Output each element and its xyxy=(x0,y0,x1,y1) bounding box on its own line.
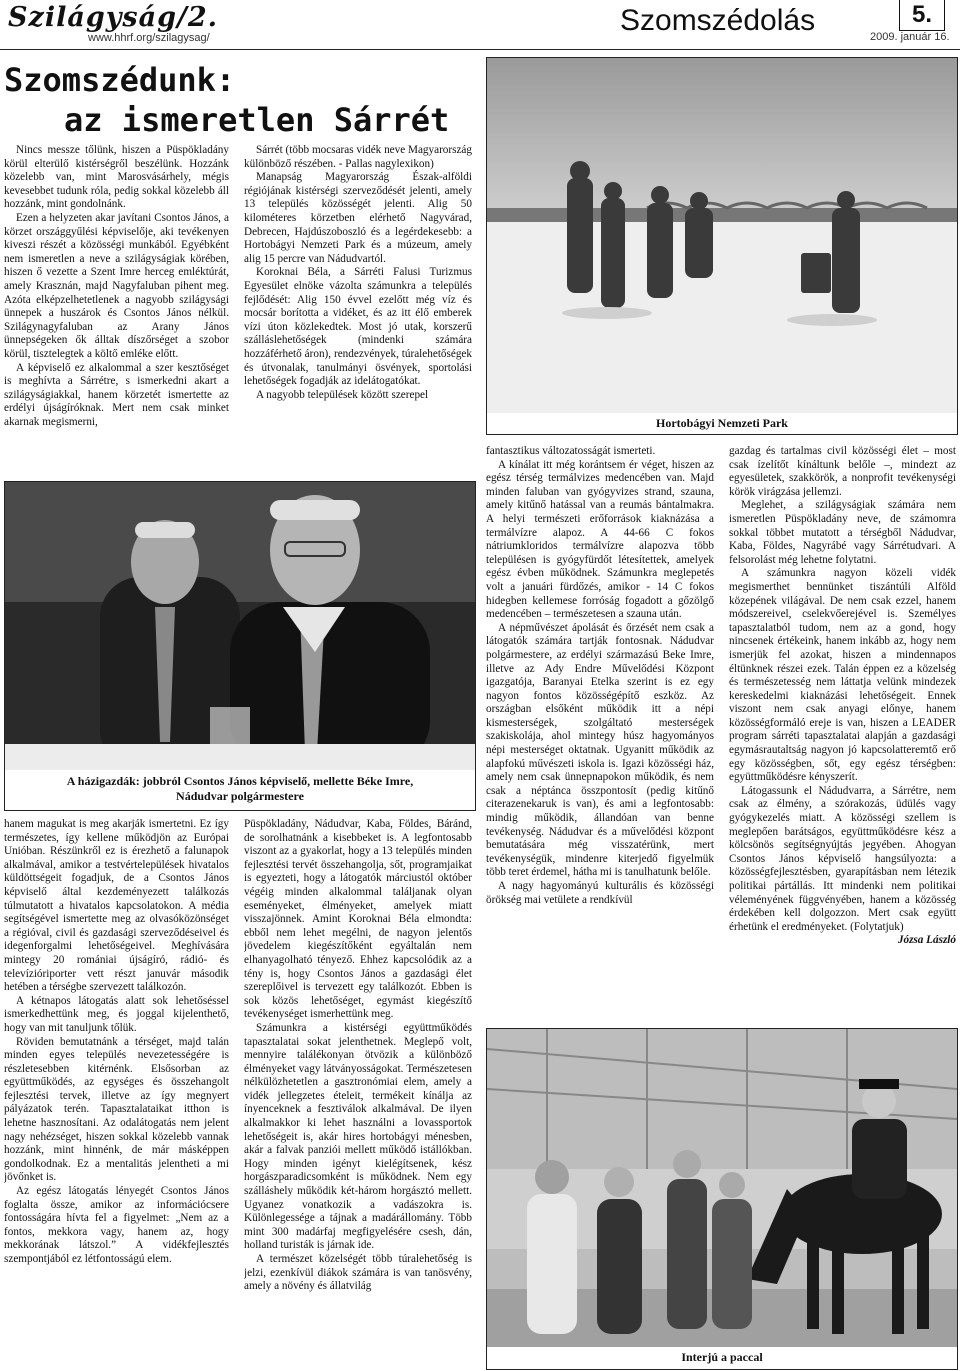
paragraph: Látogassunk el Nádudvarra, a Sárrétre, nem csak az élmény, a szórakozás, üdülés vagy gyógykezelés miatt. A közösségi szellem is meglepően barátságos, együttműködésre kész a kölcsönös segítségnyújtás jegyében. Ahogyan Csontos János képviselő hangsúlyozta: a közösségfejlesztésben, gyarapításban nem létezik politikai pártállás. Itt mindenki nem politikai véleményének függvényében, hanem a közösség érdekében kell dolgozzon. Mert csak együtt érhetünk el eredményeket. (Folytatjuk) xyxy=(729,784,956,933)
issue-date: 2009. január 16. xyxy=(870,31,950,43)
newspaper-logo: Szilágyság/2. xyxy=(8,2,219,33)
column-1-top xyxy=(4,144,229,472)
interview-photo xyxy=(487,1029,957,1347)
paragraph: gazdag és tartalmas civil közösségi élet – most csak ízelítőt kínáltunk belőle –, mindezt az egyesületek, szakkörök, a nonprofit tevékenységi körök virágzása jellemzi. xyxy=(729,445,956,498)
paragraph: Nincs messze tőlünk, hiszen a Püspökladány körül elterülő kistérségről beszélünk. Hozzánk közelebb van, mint Marosvásárhely, mégis kevesebbet tudunk róla, pedig sokkal közelebb áll hozzánk, mint gondolnánk. xyxy=(4,144,229,211)
photo-frame-hosts xyxy=(4,481,476,811)
section-title: Szomszédolás xyxy=(620,4,816,37)
paragraph: A képviselő ez alkalommal a szer kesztőséget is meghívta a Sárrétre, s ismerkedni akart a szilágyságiakkal, hanem körzetét ismertette az erdélyi újságíróknak. Mert nem csak minket akarnak megismerni, xyxy=(4,361,229,428)
masthead-url[interactable]: www.hhrf.org/szilagysag/ xyxy=(88,32,210,44)
paragraph: Meglehet, a szilágyságiak számára nem ismeretlen Püspökladány neve, de számomra sokkal többet mutatott a térségből Nádudvar, Kaba, Földes, Nagyrábé vagy Sárrétudvari. A felsorolást még lehetne folytatni. xyxy=(729,499,956,566)
column-4 xyxy=(729,445,956,1017)
article-author: Józsa László xyxy=(897,934,956,947)
caption-line-1: A házigazdák: jobbról Csontos János képviselő, mellette Béke Imre, xyxy=(66,774,414,788)
hosts-photo xyxy=(5,482,475,770)
paragraph: A számunkra nagyon közeli vidék megismerthet bennünket tiszántúli Alföld közepének világával. De nem csak ezzel, hanem módszereivel, cselekvőerejével is. Személyes tapasztalatból tudom, nem az a gond, hogy nincsenek értékeink, hanem inkább az, hogy nem ismerjük fel azokat, hiszen a mindennapos éltünknek részei ezek. Talán éppen ez a közelség és természetesség nem láttatja velünk mindezek kereskedelmi kiaknázási lehetőségeit. Ennek viszont nem csak anyagi előnye, hanem közösségformáló ereje is van, hiszen a LEADER program sárréti tapasztalatai alapján a gazdasági egymásrautaltság nagyon jó kapcsolatteremtő erő egy közösségben, sőt, egy egész térségben: együttműködésre kényszerít. xyxy=(729,567,956,784)
paragraph: A népművészet ápolását és őrzését nem csak a látogatók számára tartják fontosnak. Nádudvar polgármestere, az erdélyi származású Beke Imre, illetve az Ady Endre Művelődési Központ igazgatója, Baranyai Etelka szerint is ez egy nagyon fontos közösségépítő eszköz. Az országban elsőként működik itt a népi kismesterségek, szolgáltató mesterségek szakiskolája, ahol mintegy húsz hagyományos népi mesterséget oktatnak. Ugyanitt működik az alapfokú művészeti iskola is. Igazi közösségi ház, amely nem csak ünnepnapokon működik, és nem csak a néptánca összpontosít (pedig kitűnő citerazenekaruk is van), és ami a legfontosabb: mindig működik, állandóan van benne tevékenység. Nádudvar és a művelődési központ bemutatására még visszatérünk, mert tevékenységük, mindenre kiterjedő figyelmük több teret érdemel, hátha mi is tanulhatunk belőle. xyxy=(486,621,714,879)
paragraph: Koroknai Béla, a Sárréti Falusi Turizmus Egyesület elnöke vázolta számunkra a település fejlődését: Alig 150 évvel ezelőtt még víz és mocsár borította a vidéket, és az itt élő emberek vízi úton közlekedtek. Most jó utak, korszerű szálláslehetőségek (mindenki számára hozzáférhető áron), rendezvények, túralehetőségek és útvonalak, tanulmányi ösvények, sportolási lehetőségek fogadják az idelátogatókat. xyxy=(244,266,472,388)
paragraph: A nagyobb települések között szerepel xyxy=(256,388,429,401)
paragraph: Sárrét (több mocsaras vidék neve Magyarország különböző részében. - Pallas nagylexikon) xyxy=(244,144,472,170)
photo-caption-hosts xyxy=(5,770,475,804)
column-2-top xyxy=(244,144,472,472)
paragraph: Számunkra a kistérségi együttműködés tapasztalatai sokat jelenthetnek. Meglepő volt, mennyire találékonyan ötvözik a különböző élményeket vagy látványosságokat. Természetesen nélkülözhetetlen a gasztronómiai elem, amely a vidék jellegzetes ételeit, termékeit kínálja az ínyenceknek a fesztiválok alkalmával. De ilyen alkalmakkor ki lehet használni a lovassportok lehetőségeit is, akár hires hortobágyi ménesben, akár a falvak panziói mellett működő istállókban. Hogy minden igényt kielégítsenek, kész horgászparadicsomként is működnek. Nem egy szálláshely működik két-három horgásztó mellett. Ugyanez vonatkozik a vadászokra is. Különlegessége a tájnak a madárállomány. Több mint 300 madárfaj megfigyelésére csesh, dán, holland turisták is járnak ide. xyxy=(244,1021,472,1252)
photo-frame-interview xyxy=(486,1028,958,1370)
paragraph: A kétnapos látogatás alatt sok lehetőséssel ismerkedhettünk meg, és joggal kijelenthető, hogy van mit tanuljunk tőlük. xyxy=(4,994,229,1034)
column-3 xyxy=(486,445,714,1017)
photo-caption-interview: Interjú a paccal xyxy=(681,1350,763,1364)
hortobagy-park-photo xyxy=(487,58,957,413)
paragraph: Röviden bemutatnánk a térséget, majd talán minden egyes település nevezetességére is részletesebben kitérnénk. Elsősorban az együttműködés, az egységes és összehangolt fejlesztési tervek, illetve az így megnyert pályázatok terén. Tapasztalataikat itthon is lehetne hasznosítani. Az odalátogatás nem jelent nagy nehézséget, hiszen sokkal közelebb vannak hozzánk, mint hinnénk, de már másképpen gondolkodnak. Ez a mentalitás jelentheti a mi jövőnket is. xyxy=(4,1035,229,1184)
headline-line-1: Szomszédunk: xyxy=(4,61,236,99)
article-headline xyxy=(4,60,449,140)
paragraph: Manapság Magyarország Észak-alföldi régiójának kistérségi szerveződését jelenti, amely 13 település közösségét jelenti. Alig 50 kilométeres körzetben elérhető Nagyvárad, Debrecen, Hajdúszoboszló és a legérdekesebb: a Hortobágyi Nemzeti Park és a múzeum, amely alig 15 percre van Nádudvartól. xyxy=(244,171,472,265)
column-1-bottom xyxy=(4,818,229,1368)
photo-caption-hortobagy: Hortobágyi Nemzeti Park xyxy=(656,416,788,430)
photo-frame-hortobagy xyxy=(486,57,958,435)
paragraph: Püspökladány, Nádudvar, Kaba, Földes, Báránd, de sorolhatnánk a kisebbeket is. A legfontosabb viszont az a gyakorlat, hogy a 13 település minden fejlesztési tervét összehangolja, sőt, programjaikat is egyezteti, hogy a látogatók márciustól október végéig minden alkalommal találjanak olyan eseményeket, élményeket, amelyek miatt visszajönnek. Amint Koroknai Béla elmondta: ebből nem lehet megélni, de nagyon jelentős jövedelem kiegészítőként egyáltalán nem elhanyagolható tényező. Ehhez kapcsolódik az a tény is, hogy Csontos János a gazdasági élet szereplőivel is tervezett egy találkozót. Ebben is sok közös lehetőséget, egymást kiegészítő tevékenységet ismerhettünk meg. xyxy=(244,818,472,1021)
paragraph: Az egész látogatás lényegét Csontos János foglalta össze, amikor az információcsere fontosságára hívta fel a figyelmet: „Nem az a fontos, mekkora vagy, hanem az, hogy mekkorának látszol.” A vidékfejlesztés szempontjából ez létfontosságú elem. xyxy=(4,1185,229,1265)
paragraph: A nagy hagyományú kulturális és közösségi örökség mai vetülete a rendkívül xyxy=(486,880,714,906)
paragraph: A természet közelségét több túralehetőség is jelzi, ezenkívül diákok számára is van tanösvény, amely a növény és állatvilág xyxy=(244,1253,472,1293)
paragraph: A kínálat itt még korántsem ér véget, hiszen az egész térség termálvizes medencében van. Majd minden faluban van gyógyvizes strand, szauna, amely kitűnő hatással van a reumás bántalmakra. A helyi természeti erőforrások kiaknázása a termálvízre alapoz. A 44-66 C fokos nátriumkloridos termálvízre alapozva több településen is gyógyfürdőt létesítettek, amelyek egész évben működnek. Számunkra meglepetés volt a januári fürdőzés, amikor - 14 C fokos hidegben kellemese forróság fogadott a gőzölgő medencében – természetesen a szauna után. xyxy=(486,458,714,621)
paragraph: hanem magukat is meg akarják ismertetni. Ez így természetes, így kellene működjön az Európai Unióban. Részünkről ez is érezhető a falunapok alkalmával, amikor a testvértelepülések hivatalos küldöttségeit fogadjuk, de a Csontos János képviselő által kezdeményezett találkozás túlmutatott a hivatalos kapcsolatokon. A média segítségével ismertette meg az olvasóközönséget a régióval, civil és gazdasági szerveződéseivel és idegenforgalmi lehetőségeivel. Meghívására mintegy 20 romániai újságíró, rádió- és televízióriporter vett részt januvár második hetében a térségbe szervezett találkozón. xyxy=(4,818,229,994)
masthead-divider xyxy=(0,49,960,50)
paragraph: fantasztikus változatosságát ismerteti. xyxy=(486,445,656,457)
headline-line-2: az ismeretlen Sárrét xyxy=(64,101,450,139)
caption-line-2: Nádudvar polgármestere xyxy=(176,789,304,803)
page-number: 5. xyxy=(899,0,945,31)
column-2-bottom xyxy=(244,818,472,1368)
paragraph: Ezen a helyzeten akar javítani Csontos János, a körzet országgyűlési képviselője, aki tevékenyen kiveszi részét a közösségi munkából. Egyébként nem ismeretlen a neve a szilágyságiak körében, hiszen ő vezette a Szent Imre herceg emléktúrát, amely Krasznán, majd Nagyfaluban pihent meg. Azóta elképzelhetetlenek a nagyobb szilágysági ünnepek a huszárok és Csontos János nélkül. Szilágynagyfaluban az Arany János ünnepségeken ők álltak díszőrséget a szobor körül, tisztelegtek a költő emléke előtt. xyxy=(4,211,229,360)
